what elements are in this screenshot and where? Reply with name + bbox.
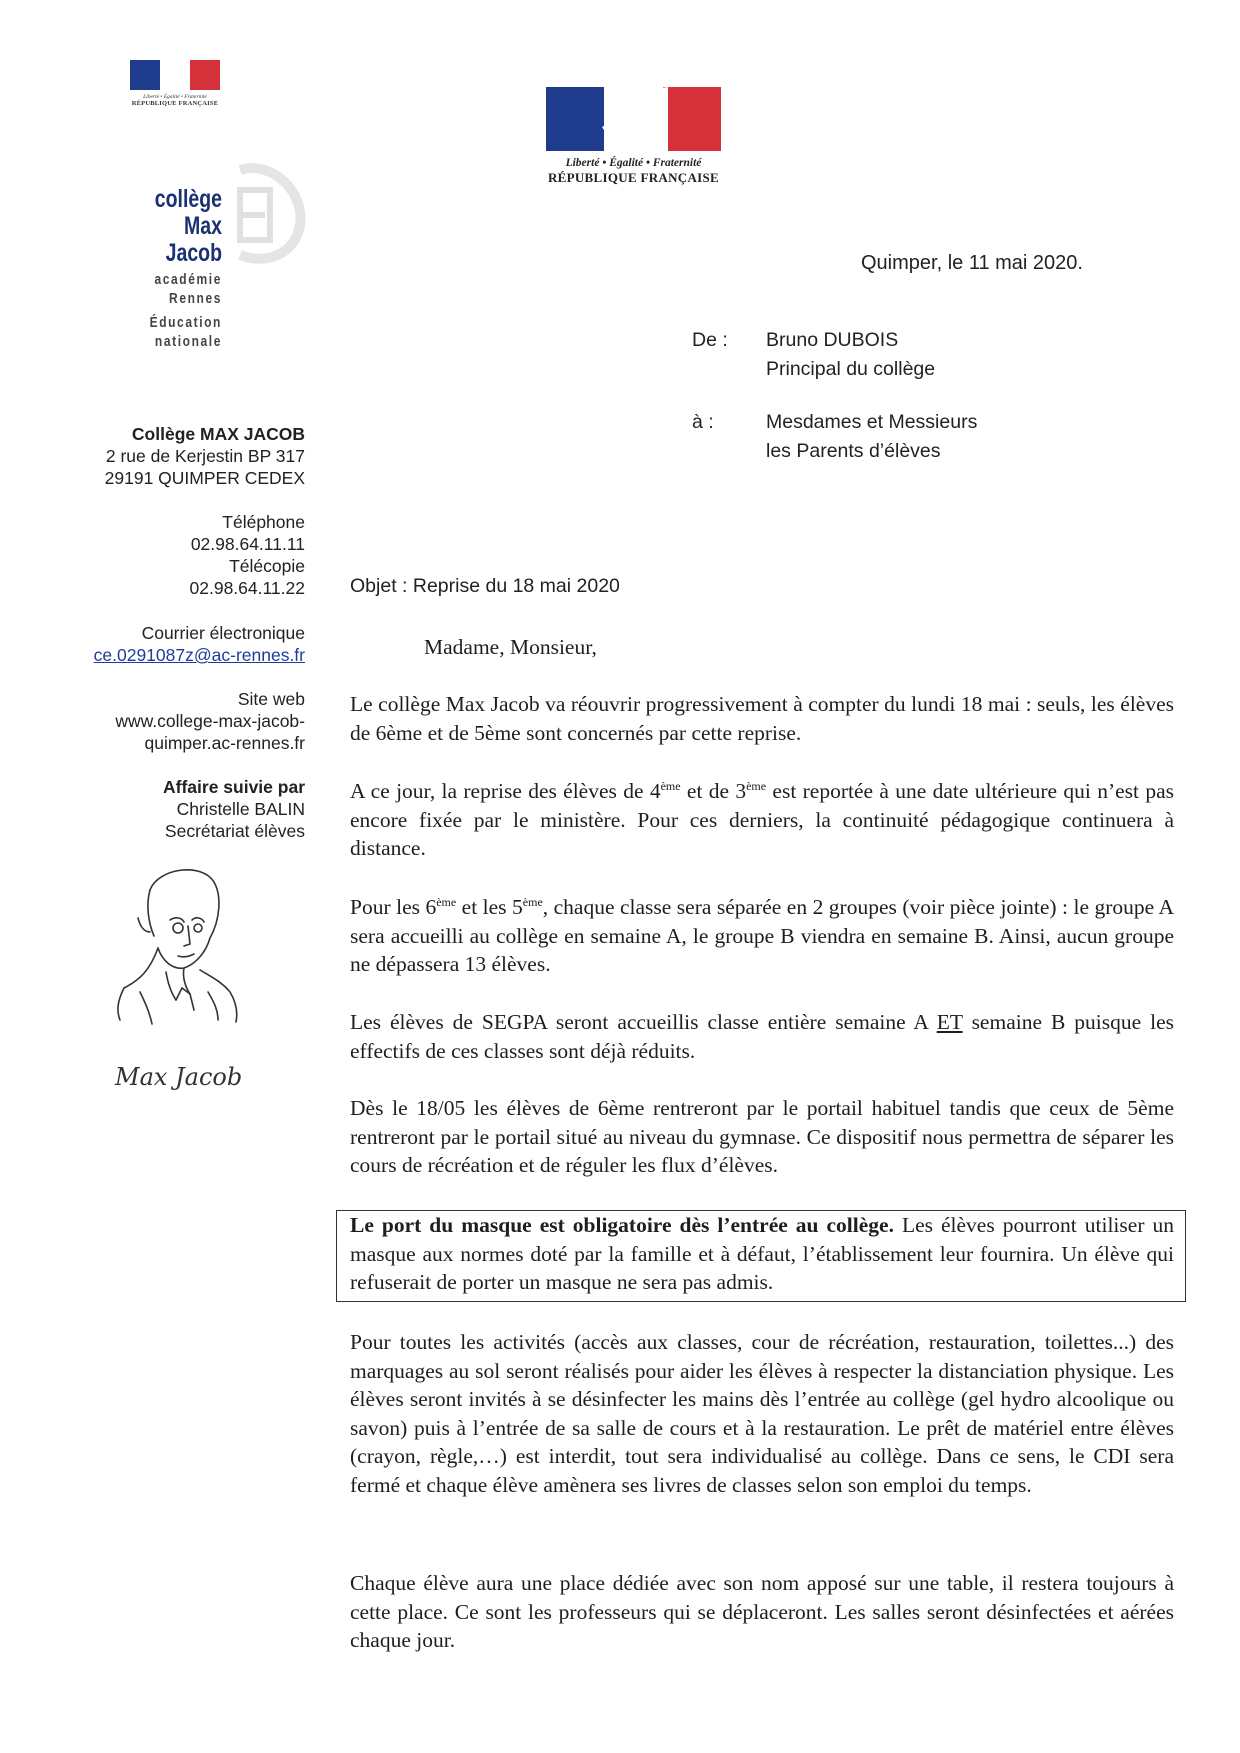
paragraph-8-text: Chaque élève aura une place dédiée avec son nom apposé sur une table, il restera toujours à cette place. Ce sont les professeurs qui se déplaceront. Les salles seront désinfectées et aérées chaque jour. bbox=[350, 1571, 1174, 1652]
sidebar-web-line1: www.college-max-jacob- bbox=[115, 711, 305, 731]
sidebar-address-line2: 29191 QUIMPER CEDEX bbox=[104, 468, 305, 488]
paragraph-3 bbox=[350, 893, 1174, 979]
marianne-logo-small bbox=[130, 60, 220, 107]
college-logo bbox=[110, 160, 310, 360]
sender-block bbox=[766, 326, 935, 384]
sidebar-web-line2: quimper.ac-rennes.fr bbox=[144, 733, 305, 753]
paragraph-4 bbox=[350, 1008, 1174, 1065]
p3-part-b: et les 5 bbox=[456, 895, 523, 919]
college-name-line2: Max Jacob bbox=[165, 212, 222, 267]
p2-sup-1: ème bbox=[660, 778, 681, 793]
recipient-line2: les Parents d’élèves bbox=[766, 440, 941, 462]
ministry-line2: nationale bbox=[154, 333, 222, 350]
p3-part-a: Pour les 6 bbox=[350, 895, 437, 919]
recipient-line1: Mesdames et Messieurs bbox=[766, 411, 978, 433]
sidebar-email-block bbox=[94, 622, 305, 666]
mask-rule-bold: Le port du masque est obligatoire dès l’entrée au collège. bbox=[350, 1213, 894, 1237]
sidebar-followed-label: Affaire suivie par bbox=[163, 777, 305, 797]
p4-part-a: Les élèves de SEGPA seront accueillis classe entière semaine A bbox=[350, 1010, 937, 1034]
republic-label-large: RÉPUBLIQUE FRANÇAISE bbox=[547, 170, 720, 185]
college-name-line1: collège bbox=[154, 185, 222, 213]
sidebar-followed-service: Secrétariat élèves bbox=[164, 821, 305, 841]
paragraph-5-text: Dès le 18/05 les élèves de 6ème rentreront par le portail habituel tandis que ceux de 5ème rentreront par le portail situé au niveau du gymnase. Ce dispositif nous permettra de séparer les cours de récréation et de réguler les flux d’élèves. bbox=[350, 1096, 1174, 1177]
sidebar-followed-name: Christelle BALIN bbox=[176, 799, 305, 819]
sender-title: Principal du collège bbox=[766, 358, 936, 380]
ministry-line1: Éducation bbox=[149, 314, 222, 331]
sidebar-address bbox=[105, 423, 305, 489]
sidebar-fax: 02.98.64.11.22 bbox=[189, 578, 305, 598]
college-e-emblem-icon bbox=[220, 140, 310, 290]
p3-sup-1: ème bbox=[436, 894, 457, 909]
p2-sup-2: ème bbox=[746, 778, 767, 793]
sidebar-fax-label: Télécopie bbox=[229, 556, 305, 576]
recipient-block bbox=[766, 408, 977, 466]
marianne-logo-large bbox=[546, 87, 721, 186]
p3-sup-2: ème bbox=[522, 894, 543, 909]
sidebar-tel: 02.98.64.11.11 bbox=[190, 534, 305, 554]
sender-name: Bruno DUBOIS bbox=[766, 329, 899, 351]
motto-small: Liberté • Égalité • Fraternité bbox=[143, 94, 207, 100]
letter-date: Quimper, le 11 mai 2020. bbox=[861, 252, 1083, 274]
sidebar-web-label: Site web bbox=[237, 689, 305, 709]
paragraph-1-text: Le collège Max Jacob va réouvrir progressivement à compter du lundi 18 mai : seuls, les élèves de 6ème et de 5ème sont concernés par cette reprise. bbox=[350, 692, 1174, 745]
paragraph-5 bbox=[350, 1094, 1174, 1180]
sidebar-email-label: Courrier électronique bbox=[141, 623, 305, 643]
letter-object: Objet : Reprise du 18 mai 2020 bbox=[350, 575, 620, 597]
tricolor-flag-icon bbox=[130, 60, 220, 90]
academie-line2: Rennes bbox=[169, 290, 222, 307]
paragraph-6 bbox=[350, 1211, 1174, 1297]
sidebar-email-link[interactable]: ce.0291087z@ac-rennes.fr bbox=[93, 645, 305, 665]
p4-part-b: semaine B puisque les effectifs de ces classes sont déjà réduits. bbox=[350, 1010, 1174, 1063]
p3-part-c: , chaque classe sera séparée en 2 groupes (voir pièce jointe) : le groupe A sera accueilli au collège en semaine A, le groupe B viendra en semaine B. Ainsi, aucun groupe ne dépassera 13 élèves. bbox=[350, 895, 1174, 976]
paragraph-2 bbox=[350, 777, 1174, 863]
p2-part-c: est reportée à une date ultérieure qui n’est pas encore fixée par le ministère. Pour ces derniers, la continuité pédagogique continuera à distance. bbox=[350, 779, 1174, 860]
mask-rule-rest: Les élèves pourront utiliser un masque aux normes doté par la famille et à défaut, l’établissement leur fournira. Un élève qui refuserait de porter un masque ne sera pas admis. bbox=[350, 1213, 1174, 1294]
p2-part-a: A ce jour, la reprise des élèves de 4 bbox=[350, 779, 661, 803]
motto-large: Liberté • Égalité • Fraternité bbox=[565, 157, 702, 169]
salutation: Madame, Monsieur, bbox=[424, 635, 597, 659]
paragraph-8 bbox=[350, 1569, 1174, 1655]
signature-text: Max Jacob bbox=[115, 1063, 243, 1091]
sidebar-tel-label: Téléphone bbox=[222, 512, 305, 532]
max-jacob-portrait-icon bbox=[110, 860, 260, 1100]
sidebar-followed-block bbox=[163, 776, 305, 842]
tricolor-flag-icon bbox=[546, 87, 721, 151]
p4-et-underlined: ET bbox=[936, 1010, 963, 1034]
sidebar-web-block bbox=[115, 688, 305, 754]
academie-line1: académie bbox=[154, 271, 222, 288]
p2-part-b: et de 3 bbox=[680, 779, 747, 803]
sidebar-address-line1: 2 rue de Kerjestin BP 317 bbox=[105, 446, 305, 466]
marianne-profile-icon bbox=[598, 87, 668, 151]
from-label: De : bbox=[692, 329, 728, 351]
paragraph-7 bbox=[350, 1328, 1174, 1499]
paragraph-7-text: Pour toutes les activités (accès aux classes, cour de récréation, restauration, toilettes...) des marquages au sol seront réalisés pour aider les élèves à respecter la distanciation physique. Les élèves seront invités à se désinfecter les mains dès l’entrée au collège (gel hydro alcoolique ou savon) puis à l’entrée de sa salle de cours et à la restauration. Le prêt de matériel entre élèves (crayon, règle,…) est interdit, tout sera individualisé au collège. Dans ce sens, le CDI sera fermé et chaque élève amènera ses livres de classes selon son emploi du temps. bbox=[350, 1330, 1174, 1497]
sidebar-phones bbox=[190, 511, 305, 599]
sidebar-college-name: Collège MAX JACOB bbox=[131, 424, 305, 444]
to-label: à : bbox=[692, 411, 714, 433]
republic-label-small: RÉPUBLIQUE FRANÇAISE bbox=[131, 100, 219, 107]
paragraph-1 bbox=[350, 690, 1174, 747]
